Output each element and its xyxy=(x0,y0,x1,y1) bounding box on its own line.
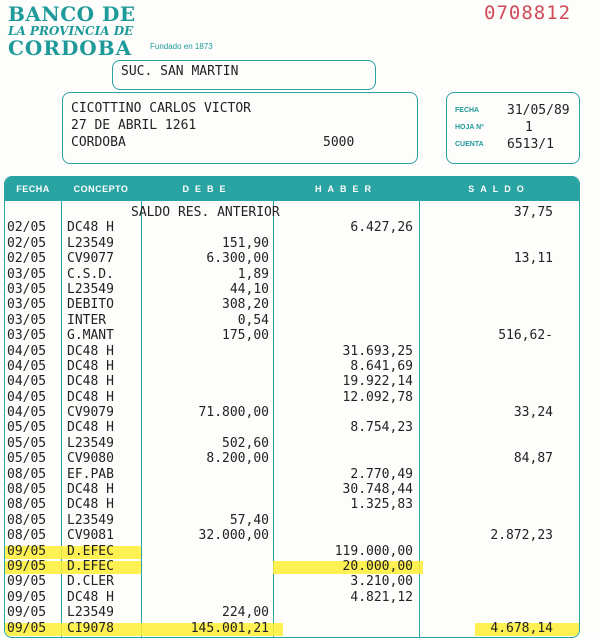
row-concepto: DC48 H xyxy=(67,358,114,374)
opening-label: SALDO RES. ANTERIOR xyxy=(131,205,280,220)
header-debe: DEBE xyxy=(182,184,232,194)
row-haber: 1.325,83 xyxy=(350,497,413,513)
fecha-label: FECHA xyxy=(455,107,480,114)
account-info-box xyxy=(446,92,580,164)
client-zip: 5000 xyxy=(323,135,355,150)
row-fecha: 05/05 xyxy=(7,451,47,467)
row-fecha: 09/05 xyxy=(7,620,47,636)
row-fecha: 08/05 xyxy=(7,482,47,498)
row-concepto: DEBITO xyxy=(67,297,114,313)
row-haber: 8.641,69 xyxy=(350,358,413,374)
table-row xyxy=(5,328,579,343)
table-row xyxy=(5,513,579,528)
hoja-label: HOJA Nº xyxy=(455,124,484,131)
row-haber: 6.427,26 xyxy=(350,220,413,236)
row-fecha: 09/05 xyxy=(7,558,47,574)
row-debe: 1,89 xyxy=(237,266,269,282)
table-row xyxy=(5,390,579,405)
row-debe: 175,00 xyxy=(222,328,269,344)
row-fecha: 09/05 xyxy=(7,543,47,559)
row-concepto: CV9080 xyxy=(67,451,114,467)
row-fecha: 03/05 xyxy=(7,297,47,313)
table-row xyxy=(5,544,579,559)
table-row xyxy=(5,297,579,312)
table-row xyxy=(5,344,579,359)
row-concepto: DC48 H xyxy=(67,220,114,236)
table-row xyxy=(5,528,579,543)
row-fecha: 04/05 xyxy=(7,343,47,359)
row-fecha: 08/05 xyxy=(7,466,47,482)
client-city: CORDOBA xyxy=(71,135,126,150)
client-address: 27 DE ABRIL 1261 xyxy=(71,118,197,133)
row-haber: 31.693,25 xyxy=(342,343,413,359)
opening-saldo: 37,75 xyxy=(513,205,553,220)
table-row xyxy=(5,451,579,466)
table-row xyxy=(5,482,579,497)
row-concepto: DC48 H xyxy=(67,589,114,605)
row-debe: 308,20 xyxy=(222,297,269,313)
table-row xyxy=(5,267,579,282)
row-concepto: L23549 xyxy=(67,281,114,297)
table-row xyxy=(5,313,579,328)
table-row xyxy=(5,574,579,589)
table-row xyxy=(5,374,579,389)
row-concepto: DC48 H xyxy=(67,482,114,498)
row-concepto: DC48 H xyxy=(67,389,114,405)
table-header xyxy=(5,177,579,201)
row-fecha: 05/05 xyxy=(7,435,47,451)
hoja-value: 1 xyxy=(525,120,533,135)
table-row xyxy=(5,420,579,435)
row-concepto: CI9078 xyxy=(67,620,114,636)
header-concepto: CONCEPTO xyxy=(73,184,129,194)
row-haber: 20.000,00 xyxy=(342,558,413,574)
row-debe: 44,10 xyxy=(229,281,269,297)
cuenta-label: CUENTA xyxy=(455,141,484,148)
row-fecha: 05/05 xyxy=(7,420,47,436)
client-name: CICOTTINO CARLOS VICTOR xyxy=(71,101,252,116)
row-fecha: 03/05 xyxy=(7,266,47,282)
row-fecha: 04/05 xyxy=(7,374,47,390)
branch-name: SUC. SAN MARTIN xyxy=(121,64,239,79)
client-box xyxy=(62,92,418,164)
row-debe: 57,40 xyxy=(229,512,269,528)
table-row xyxy=(5,559,579,574)
table-row xyxy=(5,621,579,636)
row-fecha: 08/05 xyxy=(7,512,47,528)
row-debe: 71.800,00 xyxy=(198,405,269,421)
bank-logo xyxy=(8,4,136,58)
row-saldo: 33,24 xyxy=(513,405,553,421)
row-haber: 2.770,49 xyxy=(350,466,413,482)
row-fecha: 04/05 xyxy=(7,405,47,421)
opening-balance-row xyxy=(5,205,579,220)
header-saldo: SALDO xyxy=(468,184,530,194)
table-row xyxy=(5,605,579,620)
header-fecha: FECHA xyxy=(16,184,50,194)
row-debe: 224,00 xyxy=(222,605,269,621)
row-fecha: 04/05 xyxy=(7,389,47,405)
row-fecha: 03/05 xyxy=(7,328,47,344)
row-concepto: L23549 xyxy=(67,235,114,251)
branch-box xyxy=(112,60,376,90)
row-haber: 3.210,00 xyxy=(350,574,413,590)
table-row xyxy=(5,590,579,605)
table-row xyxy=(5,405,579,420)
row-debe: 6.300,00 xyxy=(206,251,269,267)
row-concepto: L23549 xyxy=(67,605,114,621)
table-row xyxy=(5,359,579,374)
row-concepto: DC48 H xyxy=(67,420,114,436)
row-saldo: 2.872,23 xyxy=(490,528,553,544)
table-body xyxy=(5,205,579,636)
row-haber: 30.748,44 xyxy=(342,482,413,498)
row-concepto: DC48 H xyxy=(67,497,114,513)
founded-text: Fundado en 1873 xyxy=(150,42,213,51)
row-concepto: EF.PAB xyxy=(67,466,114,482)
row-concepto: D.CLER xyxy=(67,574,114,590)
row-fecha: 03/05 xyxy=(7,312,47,328)
row-concepto: D.EFEC xyxy=(67,543,114,559)
row-haber: 19.922,14 xyxy=(342,374,413,390)
row-concepto: INTER xyxy=(67,312,107,328)
row-haber: 119.000,00 xyxy=(334,543,413,559)
row-debe: 151,90 xyxy=(222,235,269,251)
table-row xyxy=(5,220,579,235)
row-concepto: L23549 xyxy=(67,512,114,528)
bank-name-line2: LA PROVINCIA DE xyxy=(8,24,134,38)
row-saldo: 4.678,14 xyxy=(490,620,553,636)
row-fecha: 09/05 xyxy=(7,605,47,621)
table-row xyxy=(5,251,579,266)
row-fecha: 09/05 xyxy=(7,589,47,605)
table-row xyxy=(5,436,579,451)
row-fecha: 09/05 xyxy=(7,574,47,590)
info-hoja xyxy=(455,120,575,136)
row-debe: 502,60 xyxy=(222,435,269,451)
row-fecha: 08/05 xyxy=(7,528,47,544)
row-debe: 32.000,00 xyxy=(198,528,269,544)
row-saldo: 13,11 xyxy=(513,251,553,267)
header-haber: HABER xyxy=(314,184,377,194)
row-fecha: 02/05 xyxy=(7,251,47,267)
table-row xyxy=(5,497,579,512)
row-saldo: 84,87 xyxy=(513,451,553,467)
table-row xyxy=(5,282,579,297)
row-haber: 8.754,23 xyxy=(350,420,413,436)
row-fecha: 08/05 xyxy=(7,497,47,513)
table-row xyxy=(5,467,579,482)
row-fecha: 03/05 xyxy=(7,281,47,297)
row-concepto: C.S.D. xyxy=(67,266,114,282)
statement-table xyxy=(4,176,580,638)
cuenta-value: 6513/1 xyxy=(507,137,554,152)
row-concepto: CV9081 xyxy=(67,528,114,544)
row-concepto: CV9077 xyxy=(67,251,114,267)
row-fecha: 04/05 xyxy=(7,358,47,374)
row-concepto: L23549 xyxy=(67,435,114,451)
row-concepto: G.MANT xyxy=(67,328,114,344)
row-concepto: DC48 H xyxy=(67,374,114,390)
row-haber: 4.821,12 xyxy=(350,589,413,605)
bank-name-line3: CORDOBA xyxy=(8,36,133,60)
info-cuenta xyxy=(455,137,575,153)
row-concepto: D.EFEC xyxy=(67,558,114,574)
row-debe: 8.200,00 xyxy=(206,451,269,467)
row-debe: 145.001,21 xyxy=(190,620,269,636)
serial-number: 0708812 xyxy=(484,2,572,24)
row-haber: 12.092,78 xyxy=(342,389,413,405)
bank-name-line1: BANCO DE xyxy=(8,2,136,26)
table-row xyxy=(5,236,579,251)
row-fecha: 02/05 xyxy=(7,235,47,251)
info-fecha xyxy=(455,103,575,119)
fecha-value: 31/05/89 xyxy=(507,103,570,118)
row-saldo: 516,62- xyxy=(498,328,553,344)
row-concepto: DC48 H xyxy=(67,343,114,359)
row-fecha: 02/05 xyxy=(7,220,47,236)
row-debe: 0,54 xyxy=(237,312,269,328)
row-concepto: CV9079 xyxy=(67,405,114,421)
